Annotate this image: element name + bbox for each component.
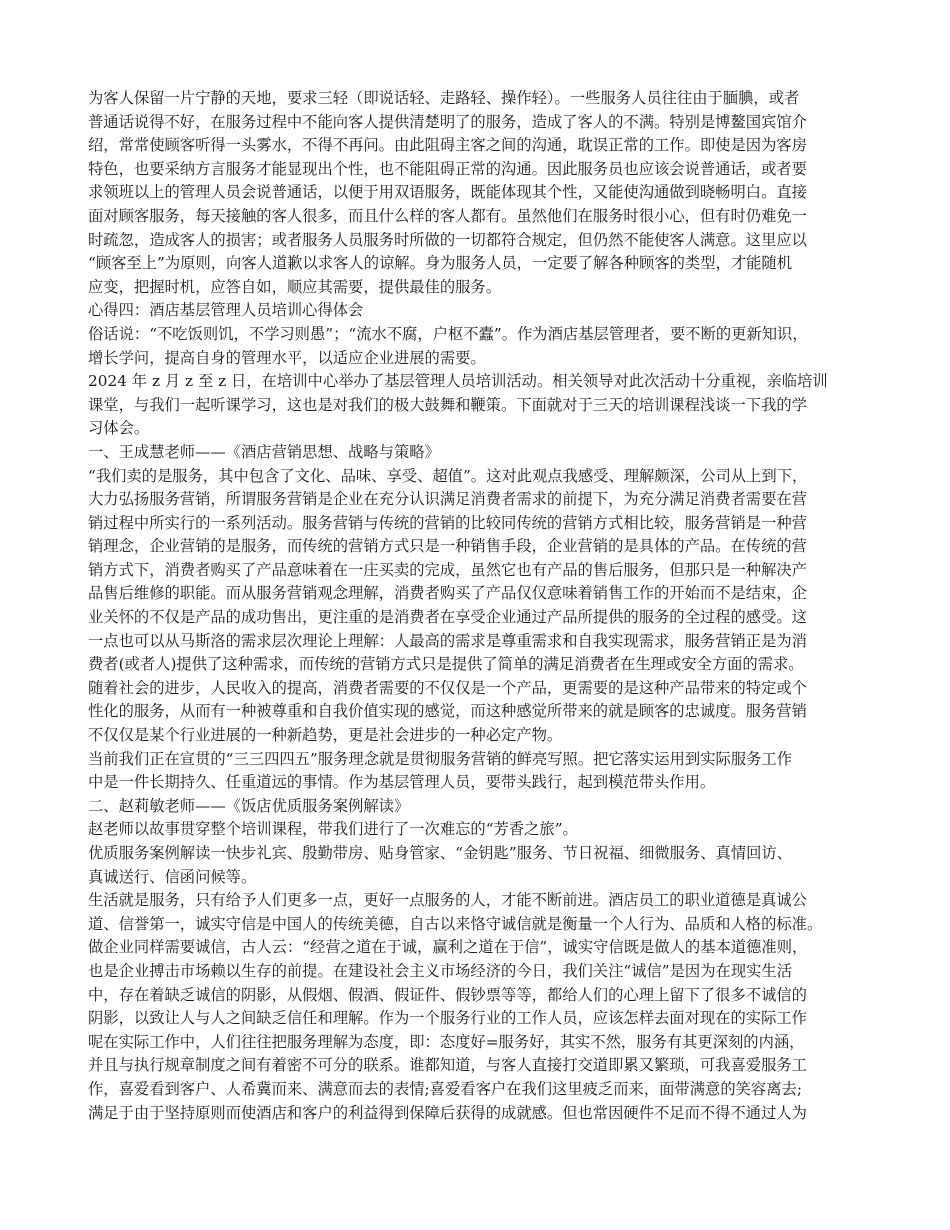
- text-line: 当前我们正在宣贯的“三三四四五”服务理念就是贯彻服务营销的鲜亮写照。把它落实运用到实际服务工作: [88, 749, 793, 768]
- text-line: 应变，把握时机，应答自如，顺应其需要，提供最佳的服务。: [88, 277, 502, 296]
- text-line: 性化的服务，从而有一种被尊重和自我价值实现的感觉，而这种感觉所带来的就是顾客的忠诚度。服务营销: [88, 702, 807, 721]
- text-line: 生活就是服务，只有给予人们更多一点，更好一点服务的人，才能不断前进。酒店员工的职业道德是真诚公: [88, 891, 807, 910]
- text-line: 心得四：酒店基层管理人员培训心得体会: [88, 301, 364, 320]
- text-line: 销过程中所实行的一系列活动。服务营销与传统的营销的比较同传统的营销方式相比较，服务营销是一种营: [88, 513, 807, 532]
- text-line: 2024 年 z 月 z 至 z 日，在培训中心举办了基层管理人员培训活动。相关领导对此次活动十分重视，亲临培训: [88, 372, 828, 391]
- text-line: 并且与执行规章制度之间有着密不可分的联系。谁都知道，与客人直接打交道即累又繁琐，可我喜爱服务工: [88, 1056, 807, 1075]
- text-line: 满足于由于坚持原则而使酒店和客户的利益得到保障后获得的成就感。但也常因硬件不足而不得不通过人为: [88, 1103, 807, 1122]
- text-line: 习体会。: [88, 419, 150, 438]
- text-line: 优质服务案例解读一快步礼宾、殷勤带房、贴身管家、“金钥匙”服务、节日祝福、细微服务、真情回访、: [88, 844, 793, 862]
- text-line: 赵老师以故事贯穿整个培训课程，带我们进行了一次难忘的“芳香之旅”。: [88, 820, 578, 839]
- text-line: 品售后维修的职能。而从服务营销观念理解，消费者购买了产品仅仅意味着销售工作的开始而不是结束，企: [88, 584, 807, 603]
- text-line: 大力弘扬服务营销，所谓服务营销是企业在充分认识满足消费者需求的前提下，为充分满足消费者需要在营: [88, 490, 807, 509]
- text-line: 面对顾客服务，每天接触的客人很多，而且什么样的客人都有。虽然他们在服务时很小心，但有时仍难免一: [88, 206, 807, 225]
- text-line: 费者(或者人)提供了这种需求，而传统的营销方式只是提供了简单的满足消费者在生理或安全方面的需求。: [88, 655, 804, 674]
- text-line: 做企业同样需要诚信，古人云：“经营之道在于诚，赢利之道在于信”，诚实守信既是做人的基本道德准则，: [88, 938, 808, 957]
- text-line: 中是一件长期持久、任重道远的事情。作为基层管理人员，要带头践行，起到模范带头作用。: [88, 773, 716, 792]
- text-line: 随着社会的进步，人民收入的提高，消费者需要的不仅仅是一个产品，更需要的是这种产品带来的特定或个: [88, 678, 807, 697]
- text-line: 特色，也要采纳方言服务才能显现出个性，也不能阻碍正常的沟通。因此服务员也应该会说普通话，或者要: [88, 159, 807, 178]
- text-line: 真诚送行、信函问候等。: [88, 867, 257, 886]
- text-line: 课堂，与我们一起听课学习，这也是对我们的极大鼓舞和鞭策。下面就对于三天的培训课程浅谈一下我的学: [88, 395, 807, 414]
- text-line: 销方式下，消费者购买了产品意味着在一庄买卖的完成，虽然它也有产品的售后服务，但那只是一种解决产: [88, 560, 807, 579]
- text-line: 呢在实际工作中，人们往往把服务理解为态度，即：态度好=服务好，其实不然，服务有其更深刻的内涵，: [88, 1032, 805, 1051]
- text-line: “顾客至上”为原则，向客人道歉以求客人的谅解。身为服务人员，一定要了解各种顾客的类型，才能随机: [88, 254, 793, 273]
- text-line: 二、赵莉敏老师——《饭店优质服务案例解读》: [88, 796, 410, 815]
- text-line: 绍，常常使顾客听得一头雾水，不得不再问。由此阻碍主客之间的沟通，耽误正常的工作。即使是因为客房: [88, 136, 807, 155]
- text-line: “我们卖的是服务，其中包含了文化、品味、享受、超值”。这对此观点我感受、理解颇深，公司从上到下，: [88, 466, 808, 485]
- text-line: 俗话说：“不吃饭则饥，不学习则愚”；“流水不腐，户枢不蠹”。作为酒店基层管理者，要不断的更新知识，: [88, 324, 808, 343]
- text-line: 为客人保留一片宁静的天地，要求三轻（即说话轻、走路轻、操作轻）。一些服务人员往往由于腼腆，或者: [88, 89, 800, 107]
- text-line: 一点也可以从马斯洛的需求层次理论上理解：人最高的需求是尊重需求和自我实现需求，服务营销正是为消: [88, 631, 807, 650]
- text-line: 也是企业搏击市场赖以生存的前提。在建设社会主义市场经济的今日，我们关注“诚信”是因为在现实生活: [88, 961, 793, 980]
- text-line: 普通话说得不好，在服务过程中不能向客人提供清楚明了的服务，造成了客人的不满。特别是博鳌国宾馆介: [88, 112, 807, 131]
- text-line: 业关怀的不仅是产品的成功售出，更注重的是消费者在享受企业通过产品所提供的服务的全过程的感受。这: [88, 608, 807, 627]
- text-line: 一、王成慧老师——《酒店营销思想、战略与策略》: [88, 442, 440, 461]
- text-line: 不仅仅是某个行业进展的一种新趋势，更是社会进步的一种必定产物。: [88, 726, 563, 745]
- text-line: 求领班以上的管理人员会说普通话，以便于用双语服务，既能体现其个性，又能使沟通做到晓畅明白。直接: [88, 183, 807, 202]
- document-body: [88, 87, 870, 1125]
- text-line: 阴影，以致让人与人之间缺乏信任和理解。作为一个服务行业的工作人员，应该怎样去面对现在的实际工作: [88, 1009, 807, 1028]
- text-line: 销理念，企业营销的是服务，而传统的营销方式只是一种销售手段，企业营销的是具体的产品。在传统的营: [88, 537, 807, 556]
- text-line: 中，存在着缺乏诚信的阴影，从假烟、假酒、假证件、假钞票等等，都给人们的心理上留下了很多不诚信的: [88, 985, 807, 1004]
- text-line: 时疏忽，造成客人的损害；或者服务人员服务时所做的一切都符合规定，但仍然不能使客人满意。这里应以: [88, 230, 807, 249]
- text-line: 增长学问，提高自身的管理水平，以适应企业进展的需要。: [88, 348, 486, 367]
- text-line: 作，喜爱看到客户、人希冀而来、满意而去的表情;喜爱看客户在我们这里疲乏而来，面带满意的笑容离去;: [88, 1079, 802, 1098]
- text-line: 道、信誉第一，诚实守信是中国人的传统美德，自古以来恪守诚信就是衡量一个人行为、品质和人格的标准。: [88, 914, 823, 933]
